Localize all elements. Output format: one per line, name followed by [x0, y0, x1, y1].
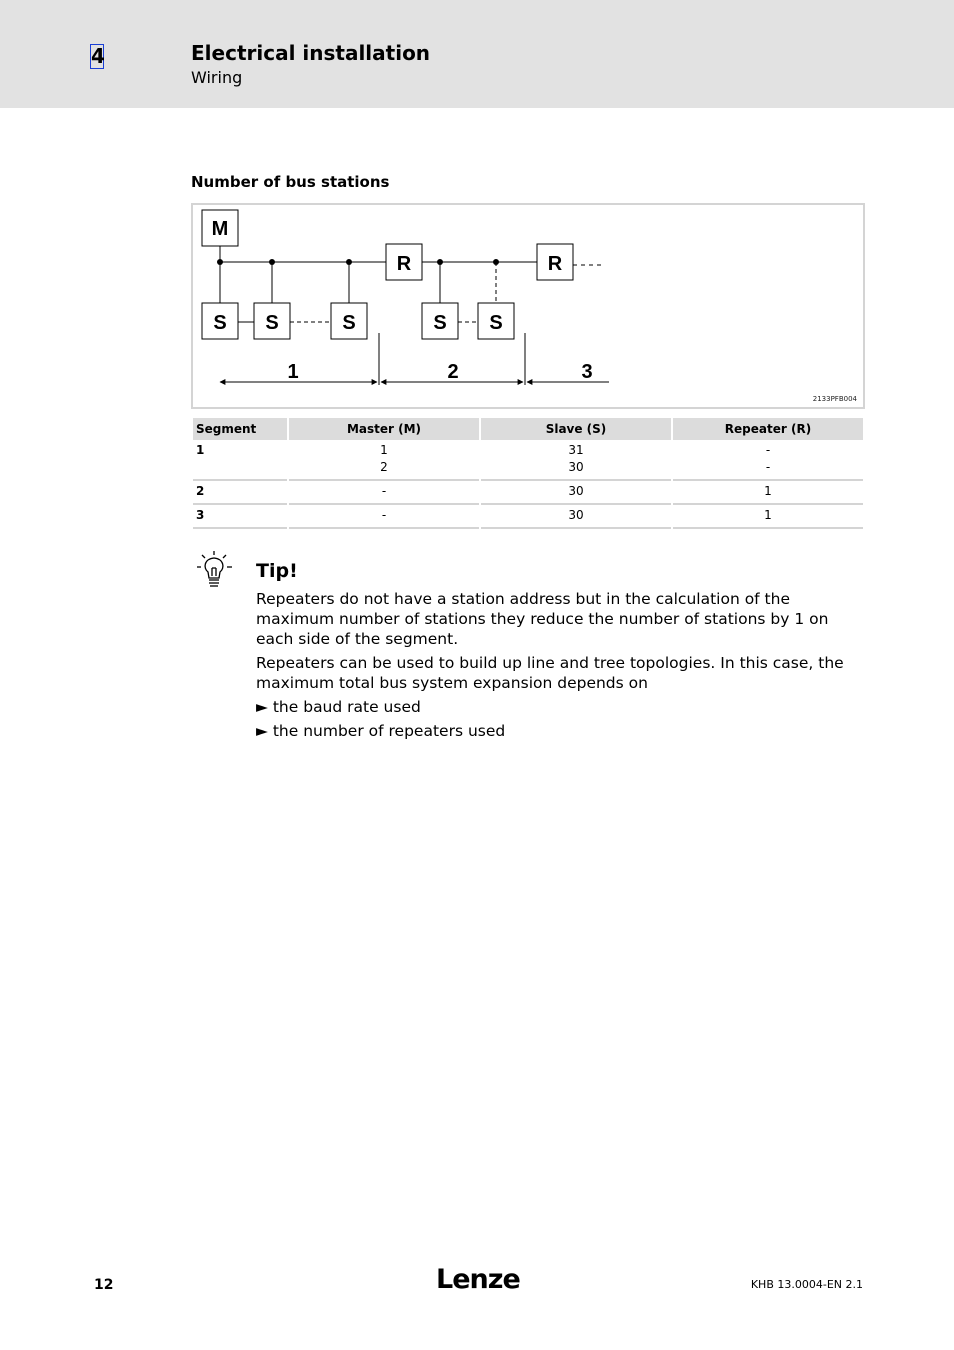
lightbulb-icon: [194, 550, 236, 590]
table-row: [193, 505, 863, 529]
chapter-number[interactable]: 4: [91, 44, 105, 68]
bus-topology-figure: [191, 203, 865, 409]
column-header-master: Master (M): [289, 418, 479, 440]
cell-slave: 31 30: [481, 440, 671, 481]
cell-slave: 30: [481, 505, 671, 529]
slave-label-2: S: [265, 312, 279, 334]
bus-stations-table: [191, 418, 865, 529]
column-header-segment: Segment: [193, 418, 287, 440]
segment-label-3: 3: [581, 361, 593, 383]
list-item: ► the baud rate used: [256, 698, 421, 716]
cell-master: -: [289, 481, 479, 505]
slave-label-1: S: [213, 312, 227, 334]
cell-master: 1 2: [289, 440, 479, 481]
table-row: [193, 481, 863, 505]
figure-code: 2133PFB004: [812, 395, 857, 403]
cell-segment: 3: [193, 505, 287, 529]
bullet-arrow-icon: ►: [256, 722, 268, 740]
column-header-slave: Slave (S): [481, 418, 671, 440]
cell-master: -: [289, 505, 479, 529]
cell-repeater: 1: [673, 505, 863, 529]
document-reference: KHB 13.0004-EN 2.1: [750, 1278, 863, 1291]
repeater-label-1: R: [396, 253, 412, 275]
tip-body: [256, 589, 856, 745]
slave-label-5: S: [489, 312, 503, 334]
table-row: [193, 440, 863, 481]
column-header-repeater: Repeater (R): [673, 418, 863, 440]
master-label: M: [211, 218, 229, 240]
list-item: ► the number of repeaters used: [256, 722, 506, 740]
cell-segment: 1: [193, 440, 287, 481]
cell-slave: 30: [481, 481, 671, 505]
bus-topology-diagram: [193, 205, 863, 407]
cell-repeater: - -: [673, 440, 863, 481]
lenze-logo: Lenze: [436, 1264, 520, 1295]
page-header: [0, 0, 954, 108]
slave-label-3: S: [342, 312, 356, 334]
cell-repeater: 1: [673, 481, 863, 505]
repeater-label-2: R: [547, 253, 563, 275]
slave-label-4: S: [433, 312, 447, 334]
tip-paragraph-2: Repeaters can be used to build up line and tree topologies. In this case, the maximum total bus system expansion depends on: [256, 654, 844, 692]
segment-label-2: 2: [447, 361, 459, 383]
bullet-arrow-icon: ►: [256, 698, 268, 716]
tip-paragraph-1: Repeaters do not have a station address but in the calculation of the maximum number of stations they reduce the number of stations by 1 on each side of the segment.: [256, 590, 829, 648]
section-title: Number of bus stations: [191, 173, 390, 191]
segment-label-1: 1: [287, 361, 299, 383]
chapter-title: Electrical installation: [191, 41, 431, 65]
cell-segment: 2: [193, 481, 287, 505]
page-number: 12: [94, 1277, 114, 1293]
tip-title: Tip!: [256, 560, 298, 582]
chapter-subtitle: Wiring: [191, 68, 243, 87]
